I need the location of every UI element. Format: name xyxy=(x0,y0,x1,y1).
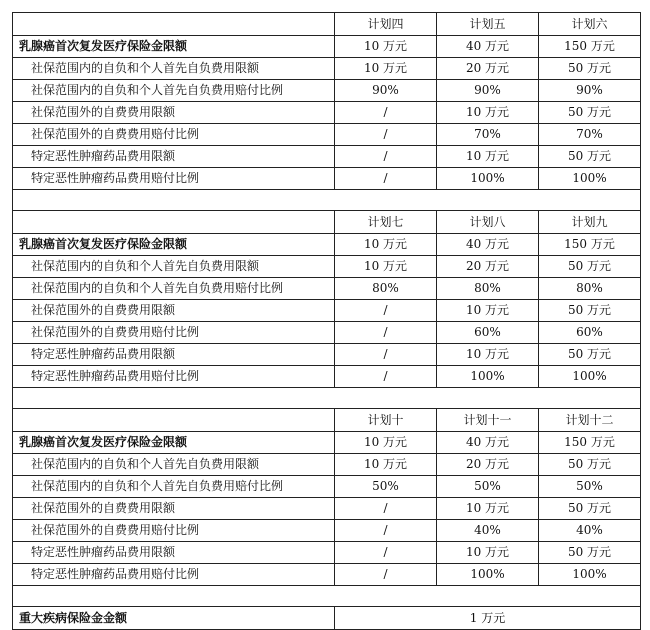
header-blank-cell xyxy=(13,13,335,36)
value-cell: 20 万元 xyxy=(437,58,539,80)
row-label-cell: 社保范围内的自负和个人首先自负费用限额 xyxy=(13,256,335,278)
row-label-cell: 社保范围内的自负和个人首先自负费用限额 xyxy=(13,454,335,476)
value-cell: / xyxy=(335,300,437,322)
table-row xyxy=(13,498,641,520)
value-cell: 50% xyxy=(335,476,437,498)
value-cell: / xyxy=(335,146,437,168)
row-label-cell: 社保范围外的自费费用限额 xyxy=(13,102,335,124)
value-cell: 40 万元 xyxy=(437,432,539,454)
plan-name-cell: 计划八 xyxy=(437,211,539,234)
value-cell: / xyxy=(335,168,437,190)
value-cell: 10 万元 xyxy=(335,256,437,278)
table-row xyxy=(13,278,641,300)
value-cell: 10 万元 xyxy=(335,234,437,256)
value-cell: 70% xyxy=(437,124,539,146)
row-label-cell: 社保范围内的自负和个人首先自负费用赔付比例 xyxy=(13,278,335,300)
table-row xyxy=(13,80,641,102)
table-row xyxy=(13,234,641,256)
value-cell: 40% xyxy=(437,520,539,542)
plan-name-cell: 计划十 xyxy=(335,409,437,432)
row-label-cell: 社保范围内的自负和个人首先自负费用限额 xyxy=(13,58,335,80)
value-cell: 90% xyxy=(539,80,641,102)
value-cell: 10 万元 xyxy=(437,102,539,124)
value-cell: 60% xyxy=(539,322,641,344)
value-cell: 50 万元 xyxy=(539,454,641,476)
row-label-cell: 社保范围内的自负和个人首先自负费用赔付比例 xyxy=(13,80,335,102)
row-label-cell: 乳腺癌首次复发医疗保险金限额 xyxy=(13,234,335,256)
value-cell: 10 万元 xyxy=(437,344,539,366)
value-cell: 50 万元 xyxy=(539,300,641,322)
value-cell: 10 万元 xyxy=(437,300,539,322)
table-row xyxy=(13,520,641,542)
value-cell: 40 万元 xyxy=(437,36,539,58)
value-cell: / xyxy=(335,124,437,146)
table-row xyxy=(13,476,641,498)
table-row xyxy=(13,256,641,278)
value-cell: 80% xyxy=(437,278,539,300)
spacer-cell xyxy=(13,388,641,409)
row-label-cell: 特定恶性肿瘤药品费用限额 xyxy=(13,542,335,564)
value-cell: 60% xyxy=(437,322,539,344)
value-cell: 10 万元 xyxy=(335,36,437,58)
row-label-cell: 社保范围内的自负和个人首先自负费用赔付比例 xyxy=(13,476,335,498)
value-cell: 10 万元 xyxy=(335,58,437,80)
value-cell: 100% xyxy=(437,564,539,586)
spacer-cell xyxy=(13,586,641,607)
table-row xyxy=(13,58,641,80)
value-cell: 100% xyxy=(539,168,641,190)
table-row xyxy=(13,36,641,58)
value-cell: 40 万元 xyxy=(437,234,539,256)
value-cell: 100% xyxy=(539,366,641,388)
table-row xyxy=(13,432,641,454)
table-row xyxy=(13,322,641,344)
value-cell: 20 万元 xyxy=(437,256,539,278)
value-cell: / xyxy=(335,366,437,388)
value-cell: 100% xyxy=(437,366,539,388)
section-spacer-row xyxy=(13,388,641,409)
table-row xyxy=(13,344,641,366)
row-label-cell: 特定恶性肿瘤药品费用限额 xyxy=(13,344,335,366)
table-row xyxy=(13,366,641,388)
table-row xyxy=(13,102,641,124)
table-row xyxy=(13,542,641,564)
row-label-cell: 特定恶性肿瘤药品费用赔付比例 xyxy=(13,168,335,190)
value-cell: / xyxy=(335,520,437,542)
row-label-cell: 特定恶性肿瘤药品费用限额 xyxy=(13,146,335,168)
value-cell: 10 万元 xyxy=(437,498,539,520)
row-label-cell: 社保范围外的自费费用赔付比例 xyxy=(13,322,335,344)
section-spacer-row xyxy=(13,586,641,607)
table-row xyxy=(13,124,641,146)
value-cell: 10 万元 xyxy=(437,146,539,168)
summary-value-cell: 1 万元 xyxy=(335,607,641,630)
value-cell: 50 万元 xyxy=(539,498,641,520)
header-blank-cell xyxy=(13,409,335,432)
row-label-cell: 社保范围外的自费费用赔付比例 xyxy=(13,520,335,542)
row-label-cell: 社保范围外的自费费用赔付比例 xyxy=(13,124,335,146)
value-cell: 100% xyxy=(437,168,539,190)
value-cell: 10 万元 xyxy=(437,542,539,564)
value-cell: 70% xyxy=(539,124,641,146)
plan-header-row xyxy=(13,13,641,36)
value-cell: / xyxy=(335,102,437,124)
value-cell: 50 万元 xyxy=(539,146,641,168)
row-label-cell: 社保范围外的自费费用限额 xyxy=(13,300,335,322)
row-label-cell: 社保范围外的自费费用限额 xyxy=(13,498,335,520)
value-cell: 80% xyxy=(539,278,641,300)
row-label-cell: 乳腺癌首次复发医疗保险金限额 xyxy=(13,432,335,454)
plan-name-cell: 计划四 xyxy=(335,13,437,36)
benefit-table-body xyxy=(13,13,641,630)
value-cell: 50 万元 xyxy=(539,102,641,124)
value-cell: 20 万元 xyxy=(437,454,539,476)
plan-name-cell: 计划十一 xyxy=(437,409,539,432)
table-row xyxy=(13,300,641,322)
header-blank-cell xyxy=(13,211,335,234)
table-row xyxy=(13,454,641,476)
plan-header-row xyxy=(13,409,641,432)
table-row xyxy=(13,168,641,190)
value-cell: 100% xyxy=(539,564,641,586)
value-cell: 90% xyxy=(335,80,437,102)
benefit-table xyxy=(12,12,641,630)
table-row xyxy=(13,146,641,168)
table-row xyxy=(13,564,641,586)
plan-name-cell: 计划五 xyxy=(437,13,539,36)
plan-name-cell: 计划六 xyxy=(539,13,641,36)
value-cell: 150 万元 xyxy=(539,234,641,256)
value-cell: / xyxy=(335,322,437,344)
value-cell: 50 万元 xyxy=(539,344,641,366)
summary-label-cell: 重大疾病保险金金额 xyxy=(13,607,335,630)
value-cell: 50 万元 xyxy=(539,58,641,80)
value-cell: 90% xyxy=(437,80,539,102)
row-label-cell: 特定恶性肿瘤药品费用赔付比例 xyxy=(13,366,335,388)
benefit-table-document xyxy=(12,12,640,630)
value-cell: 10 万元 xyxy=(335,432,437,454)
value-cell: 50 万元 xyxy=(539,256,641,278)
value-cell: / xyxy=(335,542,437,564)
row-label-cell: 特定恶性肿瘤药品费用赔付比例 xyxy=(13,564,335,586)
plan-header-row xyxy=(13,211,641,234)
spacer-cell xyxy=(13,190,641,211)
plan-name-cell: 计划七 xyxy=(335,211,437,234)
value-cell: 50% xyxy=(539,476,641,498)
value-cell: 50 万元 xyxy=(539,542,641,564)
value-cell: 150 万元 xyxy=(539,36,641,58)
plan-name-cell: 计划九 xyxy=(539,211,641,234)
value-cell: 80% xyxy=(335,278,437,300)
value-cell: 150 万元 xyxy=(539,432,641,454)
section-spacer-row xyxy=(13,190,641,211)
value-cell: 10 万元 xyxy=(335,454,437,476)
value-cell: / xyxy=(335,344,437,366)
value-cell: 40% xyxy=(539,520,641,542)
row-label-cell: 乳腺癌首次复发医疗保险金限额 xyxy=(13,36,335,58)
value-cell: / xyxy=(335,498,437,520)
summary-row xyxy=(13,607,641,630)
plan-name-cell: 计划十二 xyxy=(539,409,641,432)
value-cell: / xyxy=(335,564,437,586)
value-cell: 50% xyxy=(437,476,539,498)
